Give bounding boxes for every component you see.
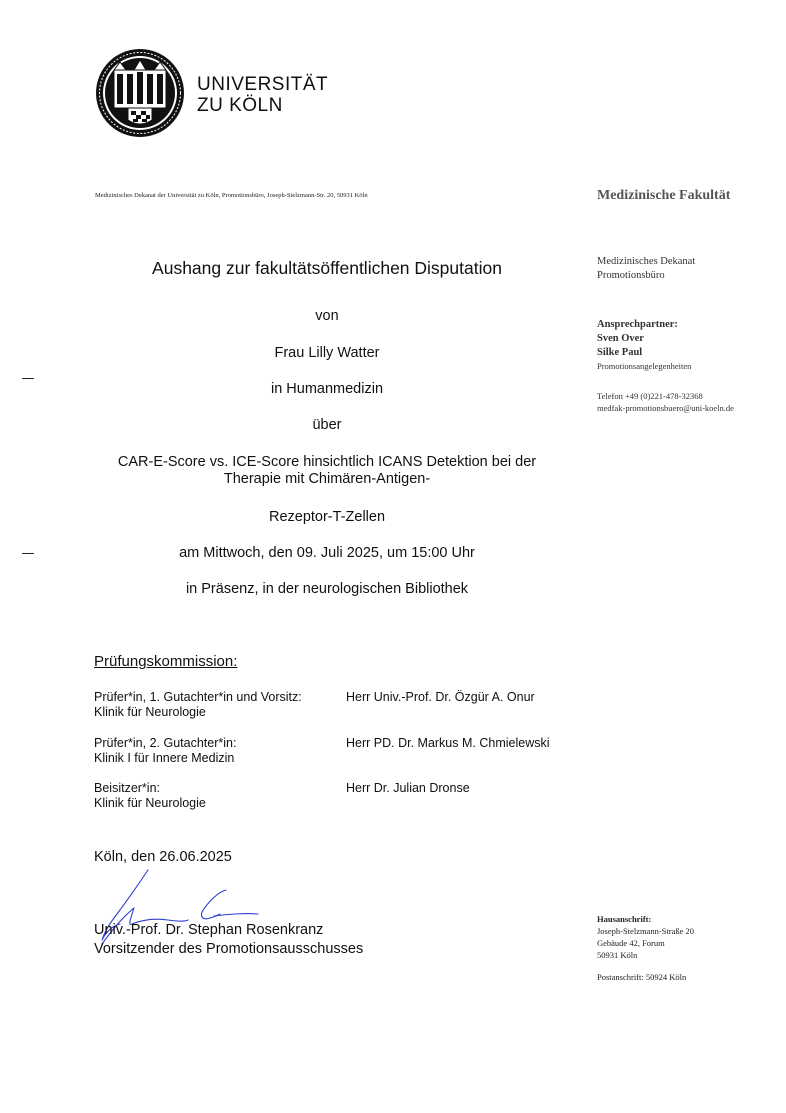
university-name — [197, 74, 328, 116]
notice-title: Aushang zur fakultätsöffentlichen Disputation — [152, 258, 502, 278]
disputation-location: in Präsenz, in der neurologischen Bibliothek — [185, 581, 469, 597]
sender-address-line: Medizinisches Dekanat der Universität zu Köln, Promotionsbüro, Joseph-Stelzmann-Str. 20, 50931 Köln — [95, 192, 368, 199]
office-line1: Medizinisches Dekanat — [597, 256, 696, 267]
disputation-datetime: am Mittwoch, den 09. Juli 2025, um 15:00 Uhr — [179, 545, 475, 561]
university-name-line2: ZU KÖLN — [197, 95, 283, 116]
university-name-line1: UNIVERSITÄT — [197, 74, 329, 95]
signer-block — [94, 921, 363, 959]
committee-member-3-person: Herr Dr. Julian Dronse — [346, 781, 470, 795]
contact-details — [597, 390, 734, 414]
address-block — [597, 913, 694, 983]
contact-email[interactable]: medfak-promotionsbuero@uni-koeln.de — [597, 403, 734, 413]
university-seal-icon — [95, 48, 185, 138]
contact-phone: Telefon +49 (0)221-478-32368 — [597, 391, 703, 401]
contact-person-1: Sven Over — [597, 333, 644, 344]
member-role: Prüfer*in, 1. Gutachter*in und Vorsitz: — [94, 690, 302, 704]
faculty-name: Medizinische Fakultät — [597, 188, 731, 203]
house-building: Gebäude 42, Forum — [597, 938, 665, 948]
thesis-title — [60, 454, 594, 488]
committee-heading: Prüfungskommission: — [94, 653, 238, 670]
notice-von: von — [315, 308, 339, 324]
contact-person-2: Silke Paul — [597, 347, 643, 358]
university-logo — [95, 48, 335, 140]
member-clinic: Klinik I für Innere Medizin — [94, 751, 235, 765]
member-clinic: Klinik für Neurologie — [94, 705, 206, 719]
thesis-title-line3: Rezeptor-T-Zellen — [268, 509, 386, 525]
house-address-heading: Hausanschrift: — [597, 914, 652, 924]
house-city: 50931 Köln — [597, 950, 638, 960]
committee-member-3-role — [94, 781, 206, 811]
contact-block — [597, 318, 691, 372]
office-block — [597, 255, 695, 283]
house-street: Joseph-Stelzmann-Straße 20 — [597, 926, 695, 936]
thesis-title-line1: CAR-E-Score vs. ICE-Score hinsichtlich ICANS Detektion bei der — [117, 454, 537, 470]
postal-address: Postanschrift: 50924 Köln — [597, 972, 687, 982]
committee-member-1-person: Herr Univ.-Prof. Dr. Özgür A. Onur — [346, 690, 535, 704]
signer-title: Vorsitzender des Promotionsausschusses — [94, 941, 364, 957]
notice-ueber: über — [312, 417, 342, 433]
member-role: Prüfer*in, 2. Gutachter*in: — [94, 736, 237, 750]
candidate-field: in Humanmedizin — [270, 381, 384, 397]
candidate-name: Frau Lilly Watter — [274, 345, 380, 361]
signer-name: Univ.-Prof. Dr. Stephan Rosenkranz — [94, 922, 324, 938]
contact-area: Promotionsangelegenheiten — [597, 361, 692, 371]
office-line2: Promotionsbüro — [597, 270, 665, 281]
fold-mark-top — [22, 378, 34, 379]
thesis-title-line2: Therapie mit Chimären-Antigen- — [223, 471, 431, 487]
committee-member-1-role — [94, 690, 302, 720]
committee-member-2-person: Herr PD. Dr. Markus M. Chmielewski — [346, 736, 550, 750]
contact-heading: Ansprechpartner: — [597, 319, 678, 330]
member-clinic: Klinik für Neurologie — [94, 796, 206, 810]
member-role: Beisitzer*in: — [94, 781, 160, 795]
committee-member-2-role — [94, 736, 236, 766]
place-date: Köln, den 26.06.2025 — [94, 849, 232, 865]
fold-mark-bottom — [22, 553, 34, 554]
